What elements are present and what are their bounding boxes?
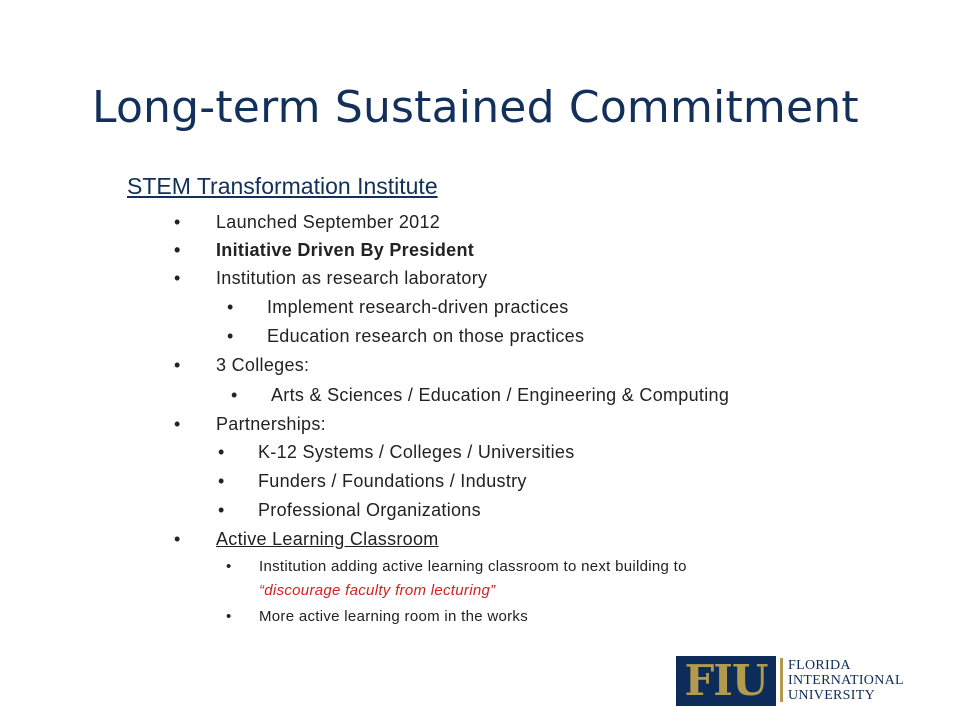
list-item <box>218 471 527 492</box>
list-item <box>227 297 569 318</box>
bullet-icon: • <box>227 326 234 346</box>
bullet-icon: • <box>174 529 181 549</box>
list-item-text: 3 Colleges: <box>216 355 310 375</box>
list-item-text: Active Learning Classroom <box>216 529 439 549</box>
list-item <box>174 212 441 233</box>
bullet-icon: • <box>227 297 234 317</box>
bullet-icon: • <box>174 355 181 375</box>
list-item-text: Initiative Driven By President <box>216 240 475 260</box>
list-item-text: Arts & Sciences / Education / Engineering & Computing <box>271 385 730 405</box>
list-item-text: K-12 Systems / Colleges / Universities <box>258 442 575 462</box>
list-item <box>174 414 326 435</box>
list-item <box>174 355 310 376</box>
list-item <box>226 558 687 575</box>
fiu-logo <box>676 656 916 706</box>
bullet-icon: • <box>174 268 181 288</box>
bullet-icon: • <box>218 500 225 520</box>
bullet-icon: • <box>218 471 225 491</box>
list-item <box>218 500 481 521</box>
bullet-icon: • <box>231 385 238 405</box>
bullet-icon: • <box>218 442 225 462</box>
logo-divider <box>780 658 783 702</box>
list-item <box>174 240 475 261</box>
list-item-text: Partnerships: <box>216 414 326 434</box>
quote-text: “discourage faculty from lecturing” <box>259 582 496 599</box>
list-item-text: Launched September 2012 <box>216 212 441 232</box>
list-item-text: Implement research-driven practices <box>267 297 569 317</box>
list-item <box>174 529 439 550</box>
list-item <box>231 385 730 406</box>
bullet-icon: • <box>174 414 181 434</box>
bullet-icon: • <box>226 608 232 625</box>
list-item-text: Education research on those practices <box>267 326 585 346</box>
list-item-text: Funders / Foundations / Industry <box>258 471 527 491</box>
list-item <box>226 608 529 625</box>
list-item-text: Professional Organizations <box>258 500 481 520</box>
list-item <box>218 442 575 463</box>
bullet-icon: • <box>174 212 181 232</box>
bullet-icon: • <box>226 558 232 575</box>
list-item-text: Institution as research laboratory <box>216 268 488 288</box>
logo-wordmark: FLORIDA INTERNATIONAL UNIVERSITY <box>788 658 904 703</box>
slide-subtitle: STEM Transformation Institute <box>127 173 438 199</box>
fiu-logo-mark: FIU <box>676 656 776 706</box>
list-item-text: Institution adding active learning classroom to next building to <box>259 558 687 575</box>
list-item <box>174 268 488 289</box>
slide-title: Long-term Sustained Commitment <box>92 82 859 133</box>
list-item <box>227 326 585 347</box>
bullet-icon: • <box>174 240 181 260</box>
list-item-text: More active learning room in the works <box>259 608 529 625</box>
